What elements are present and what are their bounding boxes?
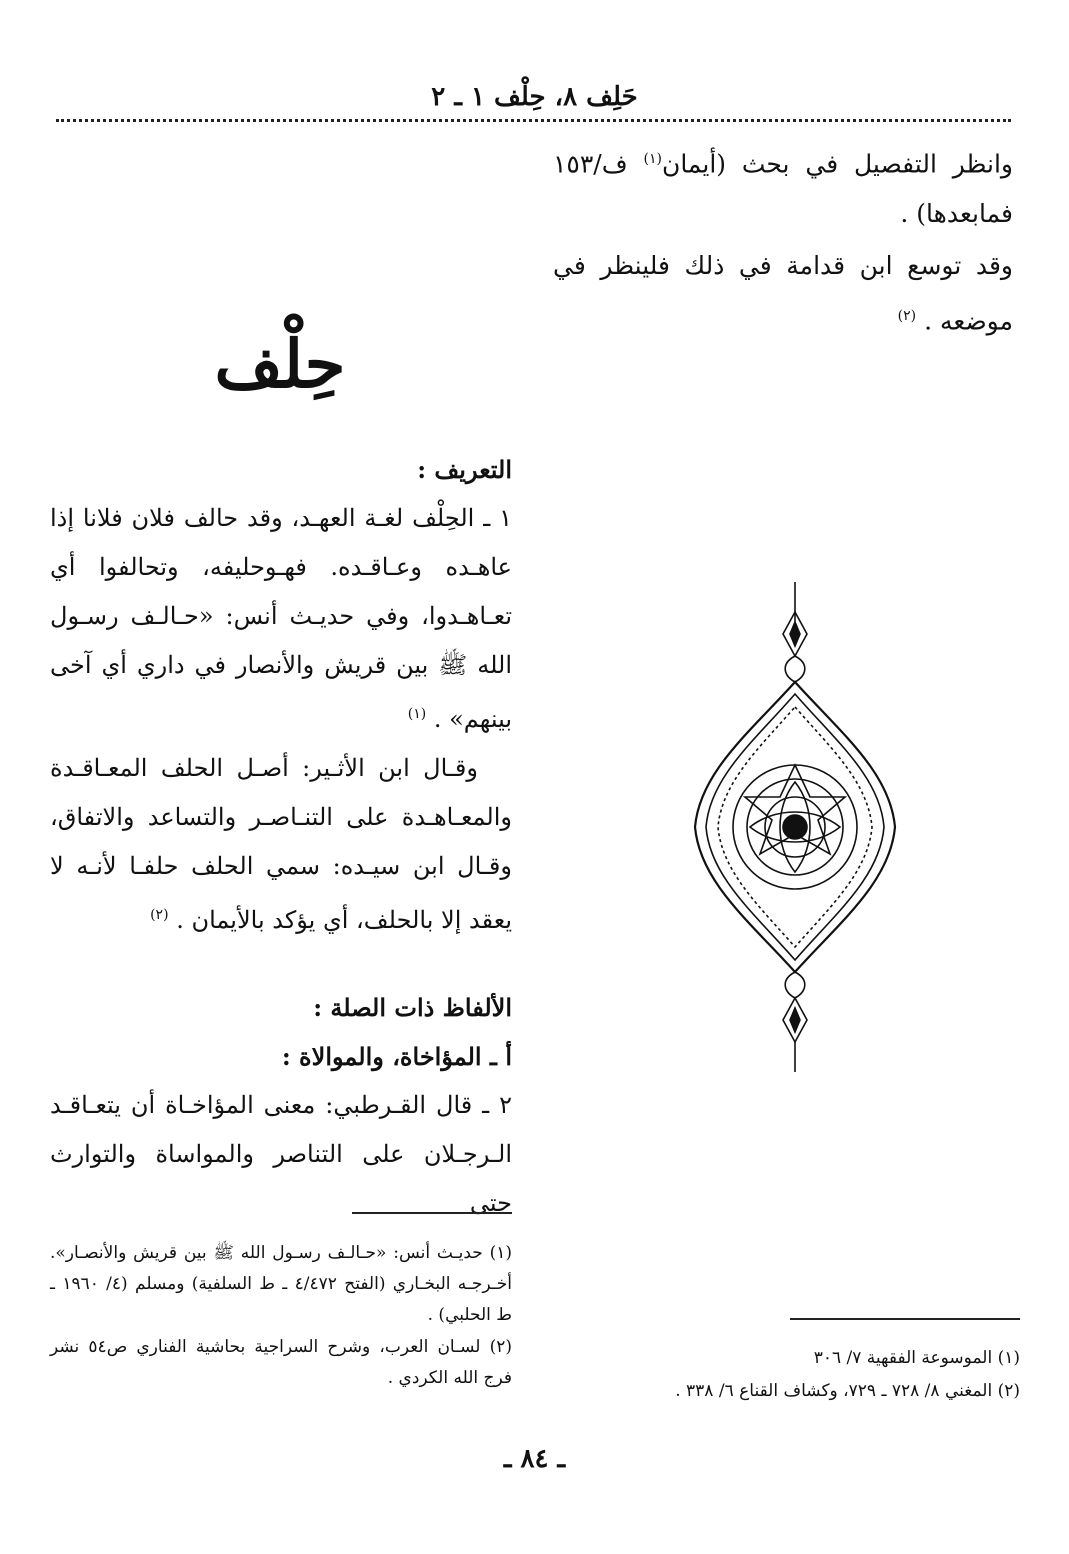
footnote: (١) الموسوعة الفقهية ٧/ ٣٠٦ — [813, 1348, 1020, 1368]
footnote-separator-right — [790, 1318, 1020, 1320]
continuation-text-part: ف/١٥٣ فمابعدها) . — [553, 149, 1013, 229]
section-heading-related-terms: الألفاظ ذات الصلة : — [313, 993, 512, 1022]
entry-title: حِلْف — [214, 325, 346, 403]
subheading-brotherhood: أ ـ المؤاخاة، والموالاة : — [281, 1042, 512, 1071]
footnote-ref: (٢) — [897, 308, 917, 325]
continuation-text-part: وقد توسع ابن قدامة في ذلك فلينظر في موضعه . — [553, 251, 1013, 336]
running-head: حَلِف ٨، حِلْف ١ ـ ٢ — [431, 82, 638, 112]
spacer — [50, 945, 512, 983]
definition-paragraph-2 — [50, 744, 512, 945]
footnote-ref: (٢) — [150, 907, 169, 923]
footnote-ref: (١) — [407, 706, 427, 722]
body-text: ١ ـ الحِلْف لغـة العهـد، وقد حالف فلان فلانا إذا عاهـده وعـاقـده. فهـوحليفه، وتحالفوا أي تعـاهـدوا، وفي حديـث أنس: «حـالـف رسـول الله ﷺ بين قريش والأنصار في داري أي آخى بينهم» . — [50, 504, 512, 733]
footnote: (١) حديـث أنس: «حـالـف رسـول الله ﷺ بين قريش والأنصـار». أخـرجـه البخـاري (الفتح ٤/٤٧٢ ـ ط السلفية) ومسلم (٤/ ١٩٦٠ ـ ط الحلبي) . — [50, 1243, 512, 1325]
related-paragraph-1: ٢ ـ قال القـرطبي: معنى المؤاخـاة أن يتعـاقـد الـرجـلان على التناصر والمواساة والتوارث حتى — [50, 1091, 512, 1217]
footnote: (٢) المغني ٨/ ٧٢٨ ـ ٧٢٩، وكشاف القناع ٦/ ٣٣٨ . — [675, 1381, 1020, 1401]
definition-paragraph-1 — [50, 494, 512, 744]
footnotes-right — [600, 1342, 1020, 1408]
continuation-paragraph-2 — [553, 241, 1013, 346]
footnotes-left — [50, 1238, 512, 1395]
main-column — [50, 445, 512, 1228]
footnote: (٢) لسـان العرب، وشرح السراجية بحاشية الفناري ص٥٤ نشر فرج الله الكردي . — [50, 1337, 512, 1388]
page-number: ـ ٨٤ ـ — [503, 1444, 566, 1474]
body-text: وقـال ابن الأثـير: أصـل الحلف المعـاقـدة والمعـاهـدة على التنـاصـر والتساعد والاتفاق، وقـال ابن سيـده: سمي الحلف حلفـا لأنـه لا يعقد إلا بالحلف، أي يؤكد بالأيمان . — [50, 754, 512, 934]
ornament-medallion — [690, 582, 900, 1072]
footnote-separator-left — [352, 1212, 512, 1214]
footnote-ref: (١) — [643, 151, 662, 167]
header-dotted-rule — [56, 119, 1011, 122]
continuation-paragraph-1 — [553, 134, 1013, 239]
continuation-text-part: وانظر التفصيل في بحث (أيمان — [661, 149, 1013, 179]
continuation-text — [553, 134, 1013, 349]
section-heading-definition: التعريف : — [417, 455, 512, 484]
